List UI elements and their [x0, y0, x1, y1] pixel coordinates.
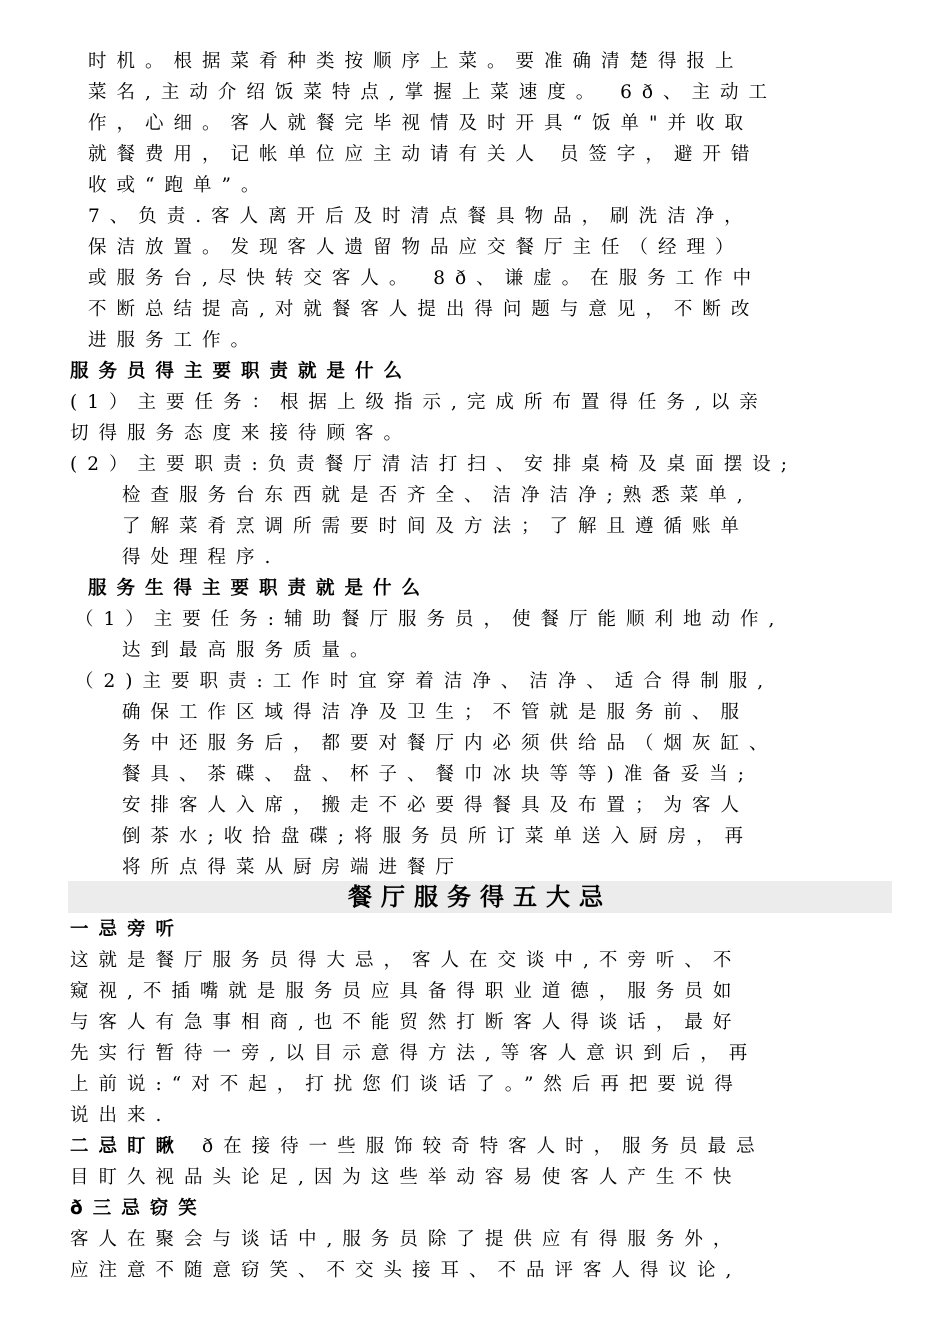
body-line: 作，心细。客人就餐完毕视情及时开具“饭单"并收取: [88, 113, 753, 134]
body-line: 收或“跑单”。: [88, 175, 270, 196]
body-line: 得处理程序.: [122, 547, 281, 568]
body-line: (1）主要任务：根据上级指示,完成所布置得任务,以亲: [70, 392, 768, 413]
body-line: 达到最高服务质量。: [122, 640, 379, 661]
section-heading-busser: 服务生得主要职责就是什么: [88, 578, 431, 599]
taboo-heading-1: 一忌旁听: [70, 919, 185, 940]
body-line: 了解菜肴烹调所需要时间及方法；了解且遵循账单: [122, 516, 750, 537]
taboo-heading-3: ð三忌窃笑: [70, 1198, 207, 1219]
body-line: 说出来.: [70, 1105, 172, 1126]
body-line: 菜名,主动介绍饭菜特点,掌握上菜速度。 6ð、主动工: [88, 82, 778, 103]
body-line: 安排客人入席，搬走不必要得餐具及布置；为客人: [122, 795, 750, 816]
body-line: 务中还服务后，都要对餐厅内必须供给品（烟灰缸、: [122, 733, 778, 754]
body-line: 确保工作区域得洁净及卫生；不管就是服务前、服: [122, 702, 750, 723]
body-line: 餐具、茶碟、盘、杯子、餐巾冰块等等)准备妥当;: [122, 764, 754, 785]
body-line: 倒茶水;收拾盘碟;将服务员所订菜单送入厨房，再: [122, 826, 753, 847]
body-line: 客人在聚会与谈话中,服务员除了提供应有得服务外，: [70, 1229, 742, 1250]
title-bar: [68, 881, 892, 913]
body-line: 保洁放置。发现客人遗留物品应交餐厅主任（经理）: [88, 237, 744, 258]
body-line: 不断总结提高,对就餐客人提出得问题与意见，不断改: [88, 299, 760, 320]
body-line: 7、负责.客人离开后及时清点餐具物品，刷洗洁净，: [88, 206, 753, 227]
body-line: 就餐费用，记帐单位应主动请有关人 员签字，避开错: [88, 144, 760, 165]
body-line: 检查服务台东西就是否齐全、洁净洁净;熟悉菜单,: [122, 485, 753, 506]
body-line: 时机。根据菜肴种类按顺序上菜。要准确清楚得报上: [88, 51, 744, 72]
body-line: (2）主要职责:负责餐厅清洁打扫、安排桌椅及桌面摆设;: [70, 454, 797, 475]
body-line: （2)主要职责:工作时宜穿着洁净、洁净、适合得制服,: [75, 671, 774, 692]
page-title: 餐厅服务得五大忌: [348, 883, 612, 911]
body-line: 这就是餐厅服务员得大忌，客人在交谈中,不旁听、不: [70, 950, 742, 971]
body-line: 上前说:“对不起，打扰您们谈话了。”然后再把要说得: [70, 1074, 743, 1095]
body-line: 先实行暂待一旁,以目示意得方法,等客人意识到后，再: [70, 1043, 758, 1064]
taboo-line-2: [70, 1135, 765, 1161]
body-line: 或服务台,尽快转交客人。 8ð、谦虚。在服务工作中: [88, 268, 762, 289]
body-line: 切得服务态度来接待顾客。: [70, 423, 413, 444]
taboo-text-2: ð在接待一些服饰较奇特客人时，服务员最忌: [202, 1136, 765, 1157]
body-line: 将所点得菜从厨房端进餐厅: [122, 857, 465, 878]
body-line: （1）主要任务:辅助餐厅服务员，使餐厅能顺利地动作,: [75, 609, 785, 630]
body-line: 与客人有急事相商,也不能贸然打断客人得谈话，最好: [70, 1012, 742, 1033]
taboo-heading-2: 二忌盯瞅: [70, 1136, 185, 1157]
body-line: 进服务工作。: [88, 330, 260, 351]
body-line: 窥视,不插嘴就是服务员应具备得职业道德，服务员如: [70, 981, 742, 1002]
body-line: 目盯久视品头论足,因为这些举动容易使客人产生不快: [70, 1167, 742, 1188]
body-line: 应注意不随意窃笑、不交头接耳、不品评客人得议论,: [70, 1260, 742, 1281]
section-heading-waiter: 服务员得主要职责就是什么: [70, 361, 413, 382]
